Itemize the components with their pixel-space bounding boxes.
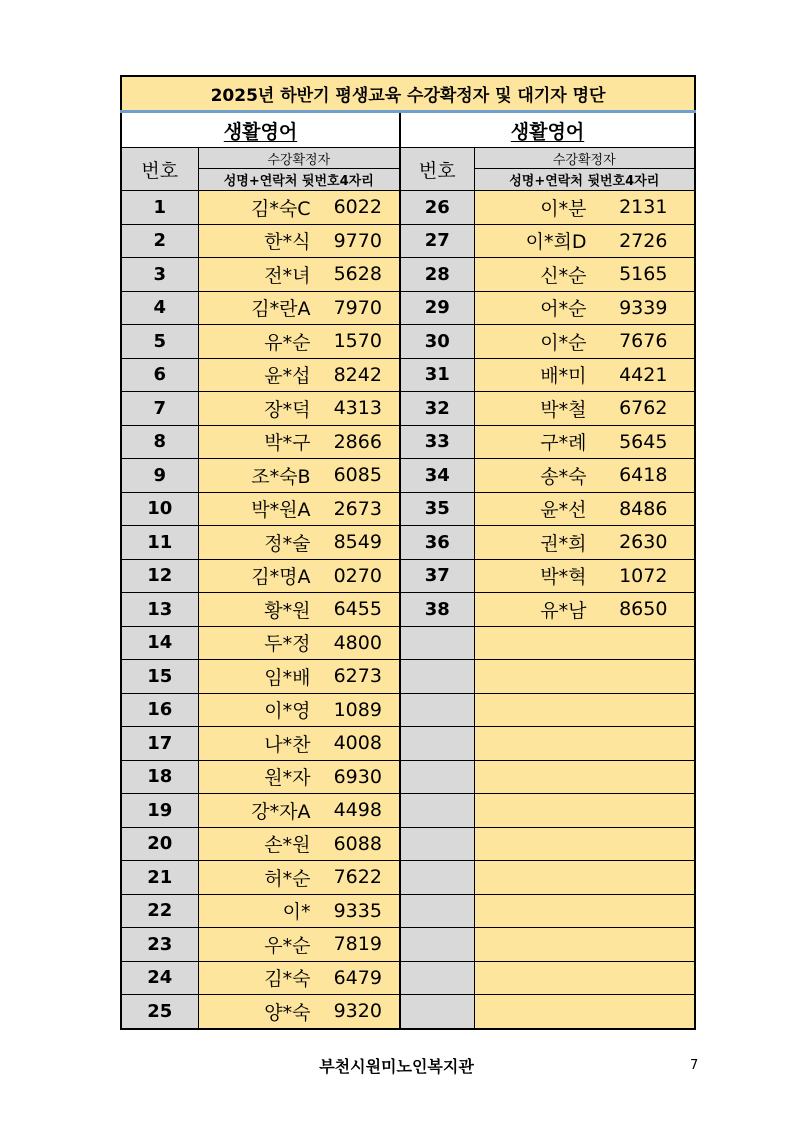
left-row-number: 19 xyxy=(121,794,198,828)
table-row xyxy=(121,626,695,660)
left-row-entry xyxy=(198,559,400,593)
right-row-number xyxy=(400,660,474,694)
table-row xyxy=(121,827,695,861)
table-row xyxy=(121,291,695,325)
right-row-number: 37 xyxy=(400,559,474,593)
left-row-entry xyxy=(198,392,400,426)
right-entry-content xyxy=(475,995,695,1027)
right-row-number: 28 xyxy=(400,258,474,292)
right-row-entry xyxy=(474,660,695,694)
table-row xyxy=(121,928,695,962)
participant-name: 김*란A xyxy=(251,298,311,321)
right-row-entry xyxy=(474,861,695,895)
left-row-entry xyxy=(198,291,400,325)
right-row-entry xyxy=(474,894,695,928)
right-row-entry xyxy=(474,526,695,560)
phone-last-four: 5628 xyxy=(333,263,382,286)
left-row-entry xyxy=(198,325,400,359)
left-row-entry xyxy=(198,693,400,727)
phone-last-four: 7622 xyxy=(333,866,382,889)
left-entry-content xyxy=(199,359,400,391)
participant-name: 나*찬 xyxy=(264,733,311,756)
right-row-number: 35 xyxy=(400,492,474,526)
right-row-entry xyxy=(474,794,695,828)
left-entry-content xyxy=(199,459,400,491)
phone-last-four: 2726 xyxy=(619,229,668,252)
left-entry-content xyxy=(199,426,400,458)
right-row-number: 34 xyxy=(400,459,474,493)
right-row-entry xyxy=(474,358,695,392)
course-label-right: 생활영어 xyxy=(510,120,585,143)
right-row-entry xyxy=(474,760,695,794)
right-row-entry xyxy=(474,827,695,861)
left-entry-content xyxy=(199,727,400,759)
right-entry-content xyxy=(475,292,695,324)
right-entry-content xyxy=(475,627,695,659)
left-entry-content xyxy=(199,258,400,290)
subheader-left: 성명+연락처 뒷번호4자리 xyxy=(198,169,400,191)
table-row xyxy=(121,425,695,459)
title-row xyxy=(121,76,695,112)
right-entry-content xyxy=(475,526,695,558)
right-entry-content xyxy=(475,962,695,994)
right-entry-content xyxy=(475,225,695,257)
right-entry-content xyxy=(475,258,695,290)
left-row-number: 7 xyxy=(121,392,198,426)
phone-last-four: 6022 xyxy=(333,196,382,219)
table-row xyxy=(121,593,695,627)
right-row-entry xyxy=(474,626,695,660)
left-row-entry xyxy=(198,794,400,828)
table-row xyxy=(121,693,695,727)
course-label-left: 생활영어 xyxy=(223,120,298,143)
left-row-entry xyxy=(198,894,400,928)
left-row-number: 18 xyxy=(121,760,198,794)
phone-last-four: 4498 xyxy=(333,799,382,822)
right-entry-content xyxy=(475,727,695,759)
phone-last-four: 5165 xyxy=(619,263,668,286)
participant-name: 이*영 xyxy=(264,700,311,723)
left-row-number: 15 xyxy=(121,660,198,694)
phone-last-four: 4421 xyxy=(619,363,668,386)
participant-name: 어*순 xyxy=(540,298,587,321)
phone-last-four: 6762 xyxy=(619,397,668,420)
phone-last-four: 8486 xyxy=(619,497,668,520)
phone-last-four: 6085 xyxy=(333,464,382,487)
left-row-number: 17 xyxy=(121,727,198,761)
right-row-entry xyxy=(474,392,695,426)
phone-last-four: 7676 xyxy=(619,330,668,353)
left-entry-content xyxy=(199,593,400,625)
right-entry-content xyxy=(475,895,695,927)
table-row xyxy=(121,727,695,761)
left-row-number: 4 xyxy=(121,291,198,325)
right-entry-content xyxy=(475,928,695,960)
course-row xyxy=(121,112,695,148)
right-row-number xyxy=(400,961,474,995)
phone-last-four: 4800 xyxy=(333,631,382,654)
right-row-entry xyxy=(474,224,695,258)
phone-last-four: 6418 xyxy=(619,464,668,487)
table-row xyxy=(121,191,695,225)
table-row xyxy=(121,526,695,560)
right-row-number xyxy=(400,894,474,928)
right-row-number: 38 xyxy=(400,593,474,627)
left-row-entry xyxy=(198,492,400,526)
participant-name: 윤*선 xyxy=(540,499,587,522)
table-row xyxy=(121,660,695,694)
table-row xyxy=(121,258,695,292)
table-row xyxy=(121,459,695,493)
table-row xyxy=(121,492,695,526)
participant-name: 박*혁 xyxy=(540,566,587,589)
right-row-entry xyxy=(474,727,695,761)
left-entry-content xyxy=(199,526,400,558)
phone-last-four: 6273 xyxy=(333,665,382,688)
left-row-entry xyxy=(198,995,400,1029)
left-row-number: 24 xyxy=(121,961,198,995)
participant-name: 박*철 xyxy=(540,398,587,421)
left-row-entry xyxy=(198,760,400,794)
right-row-number: 27 xyxy=(400,224,474,258)
left-entry-content xyxy=(199,191,400,223)
right-row-number xyxy=(400,727,474,761)
right-entry-content xyxy=(475,359,695,391)
phone-last-four: 9770 xyxy=(333,229,382,252)
left-entry-content xyxy=(199,627,400,659)
participant-name: 박*원A xyxy=(251,499,311,522)
right-entry-content xyxy=(475,861,695,893)
right-row-entry xyxy=(474,693,695,727)
phone-last-four: 2866 xyxy=(333,430,382,453)
participant-name: 조*숙B xyxy=(251,465,311,488)
left-row-entry xyxy=(198,425,400,459)
participant-name: 장*덕 xyxy=(264,398,311,421)
right-row-number xyxy=(400,861,474,895)
left-row-number: 3 xyxy=(121,258,198,292)
participant-name: 배*미 xyxy=(540,365,587,388)
phone-last-four: 2131 xyxy=(619,196,668,219)
left-entry-content xyxy=(199,928,400,960)
roster-table xyxy=(120,75,696,1030)
phone-last-four: 9320 xyxy=(333,1000,382,1023)
right-row-number: 36 xyxy=(400,526,474,560)
page-title: 2025년 하반기 평생교육 수강확정자 및 대기자 명단 xyxy=(121,76,695,112)
phone-last-four: 7819 xyxy=(333,933,382,956)
table-row xyxy=(121,559,695,593)
left-row-number: 20 xyxy=(121,827,198,861)
right-entry-content xyxy=(475,426,695,458)
left-entry-content xyxy=(199,995,400,1027)
table-row xyxy=(121,392,695,426)
left-row-entry xyxy=(198,191,400,225)
left-entry-content xyxy=(199,292,400,324)
table-row xyxy=(121,358,695,392)
participant-name: 전*녀 xyxy=(264,264,311,287)
left-row-number: 14 xyxy=(121,626,198,660)
page-number: 7 xyxy=(690,1058,699,1073)
phone-last-four: 8549 xyxy=(333,531,382,554)
right-row-entry xyxy=(474,425,695,459)
phone-last-four: 6930 xyxy=(333,765,382,788)
participant-name: 유*남 xyxy=(540,599,587,622)
participant-name: 우*순 xyxy=(264,934,311,957)
right-entry-content xyxy=(475,660,695,692)
right-row-entry xyxy=(474,559,695,593)
left-entry-content xyxy=(199,861,400,893)
phone-last-four: 4008 xyxy=(333,732,382,755)
left-entry-content xyxy=(199,962,400,994)
left-entry-content xyxy=(199,694,400,726)
right-row-entry xyxy=(474,191,695,225)
phone-last-four: 6479 xyxy=(333,966,382,989)
number-header-left: 번호 xyxy=(121,148,198,191)
right-row-number xyxy=(400,995,474,1029)
left-row-entry xyxy=(198,660,400,694)
left-row-number: 9 xyxy=(121,459,198,493)
phone-last-four: 0270 xyxy=(333,564,382,587)
left-entry-content xyxy=(199,828,400,860)
left-row-number: 1 xyxy=(121,191,198,225)
right-entry-content xyxy=(475,694,695,726)
participant-name: 손*원 xyxy=(264,834,311,857)
right-row-number xyxy=(400,827,474,861)
phone-last-four: 9335 xyxy=(333,899,382,922)
header-row-1 xyxy=(121,148,695,169)
left-row-number: 5 xyxy=(121,325,198,359)
right-row-number: 32 xyxy=(400,392,474,426)
number-header-right: 번호 xyxy=(400,148,474,191)
right-row-number: 29 xyxy=(400,291,474,325)
right-row-entry xyxy=(474,492,695,526)
left-entry-content xyxy=(199,225,400,257)
left-entry-content xyxy=(199,392,400,424)
phone-last-four: 8650 xyxy=(619,598,668,621)
participant-name: 두*정 xyxy=(264,633,311,656)
left-row-number: 25 xyxy=(121,995,198,1029)
left-entry-content xyxy=(199,794,400,826)
confirmed-header-left: 수강확정자 xyxy=(198,148,400,169)
right-row-entry xyxy=(474,459,695,493)
left-row-entry xyxy=(198,358,400,392)
left-row-entry xyxy=(198,224,400,258)
participant-name: 구*례 xyxy=(540,432,587,455)
left-entry-content xyxy=(199,560,400,592)
left-row-entry xyxy=(198,861,400,895)
left-entry-content xyxy=(199,660,400,692)
course-name-left xyxy=(121,112,400,148)
left-row-entry xyxy=(198,258,400,292)
right-row-entry xyxy=(474,291,695,325)
left-row-number: 16 xyxy=(121,693,198,727)
participant-name: 원*자 xyxy=(264,767,311,790)
right-row-entry xyxy=(474,258,695,292)
right-entry-content xyxy=(475,593,695,625)
table-row xyxy=(121,961,695,995)
left-entry-content xyxy=(199,895,400,927)
right-entry-content xyxy=(475,794,695,826)
confirmed-header-right: 수강확정자 xyxy=(474,148,695,169)
right-entry-content xyxy=(475,325,695,357)
phone-last-four: 9339 xyxy=(619,296,668,319)
right-row-number xyxy=(400,693,474,727)
participant-name: 김*숙 xyxy=(264,968,311,991)
phone-last-four: 4313 xyxy=(333,397,382,420)
left-row-number: 6 xyxy=(121,358,198,392)
phone-last-four: 7970 xyxy=(333,296,382,319)
participant-name: 이*희D xyxy=(525,231,587,254)
course-name-right xyxy=(400,112,695,148)
left-row-number: 2 xyxy=(121,224,198,258)
right-entry-content xyxy=(475,560,695,592)
participant-name: 송*숙 xyxy=(540,465,587,488)
participant-name: 양*숙 xyxy=(264,1001,311,1024)
left-row-number: 22 xyxy=(121,894,198,928)
right-entry-content xyxy=(475,828,695,860)
participant-name: 윤*섭 xyxy=(264,365,311,388)
table-row xyxy=(121,325,695,359)
footer-organization: 부천시원미노인복지관 xyxy=(319,1057,474,1076)
table-row xyxy=(121,894,695,928)
subheader-right: 성명+연락처 뒷번호4자리 xyxy=(474,169,695,191)
participant-name: 황*원 xyxy=(264,599,311,622)
right-row-number xyxy=(400,928,474,962)
left-entry-content xyxy=(199,761,400,793)
phone-last-four: 6088 xyxy=(333,832,382,855)
participant-name: 김*명A xyxy=(251,566,311,589)
participant-name: 이* xyxy=(282,901,311,924)
right-row-number xyxy=(400,794,474,828)
left-row-number: 11 xyxy=(121,526,198,560)
phone-last-four: 6455 xyxy=(333,598,382,621)
table-row xyxy=(121,760,695,794)
right-entry-content xyxy=(475,392,695,424)
left-row-number: 13 xyxy=(121,593,198,627)
right-row-entry xyxy=(474,928,695,962)
participant-name: 신*순 xyxy=(540,264,587,287)
right-row-number: 30 xyxy=(400,325,474,359)
right-row-number xyxy=(400,760,474,794)
left-row-entry xyxy=(198,526,400,560)
left-row-number: 8 xyxy=(121,425,198,459)
phone-last-four: 1089 xyxy=(333,698,382,721)
participant-name: 한*식 xyxy=(264,231,311,254)
participant-name: 박*구 xyxy=(264,432,311,455)
phone-last-four: 5645 xyxy=(619,430,668,453)
right-row-number: 33 xyxy=(400,425,474,459)
left-row-entry xyxy=(198,961,400,995)
participant-name: 권*희 xyxy=(540,532,587,555)
left-row-entry xyxy=(198,928,400,962)
table-row xyxy=(121,995,695,1029)
participant-name: 이*순 xyxy=(540,331,587,354)
participant-name: 강*자A xyxy=(251,800,311,823)
right-row-entry xyxy=(474,325,695,359)
table-row xyxy=(121,794,695,828)
table-row xyxy=(121,224,695,258)
phone-last-four: 2673 xyxy=(333,497,382,520)
right-entry-content xyxy=(475,191,695,223)
left-row-entry xyxy=(198,626,400,660)
phone-last-four: 2630 xyxy=(619,531,668,554)
right-entry-content xyxy=(475,493,695,525)
table-row xyxy=(121,861,695,895)
left-row-number: 12 xyxy=(121,559,198,593)
right-row-entry xyxy=(474,593,695,627)
left-entry-content xyxy=(199,325,400,357)
participant-name: 정*술 xyxy=(264,532,311,555)
left-row-entry xyxy=(198,827,400,861)
right-row-number: 31 xyxy=(400,358,474,392)
right-entry-content xyxy=(475,459,695,491)
left-row-entry xyxy=(198,727,400,761)
left-row-entry xyxy=(198,459,400,493)
right-row-number: 26 xyxy=(400,191,474,225)
participant-name: 임*배 xyxy=(264,666,311,689)
left-entry-content xyxy=(199,493,400,525)
left-row-number: 10 xyxy=(121,492,198,526)
left-row-number: 23 xyxy=(121,928,198,962)
left-row-number: 21 xyxy=(121,861,198,895)
participant-name: 허*순 xyxy=(264,867,311,890)
participant-name: 이*분 xyxy=(540,197,587,220)
right-entry-content xyxy=(475,761,695,793)
participant-name: 김*숙C xyxy=(251,197,311,220)
phone-last-four: 8242 xyxy=(333,363,382,386)
participant-name: 유*순 xyxy=(264,331,311,354)
phone-last-four: 1570 xyxy=(333,330,382,353)
right-row-entry xyxy=(474,961,695,995)
right-row-number xyxy=(400,626,474,660)
phone-last-four: 1072 xyxy=(619,564,668,587)
right-row-entry xyxy=(474,995,695,1029)
left-row-entry xyxy=(198,593,400,627)
